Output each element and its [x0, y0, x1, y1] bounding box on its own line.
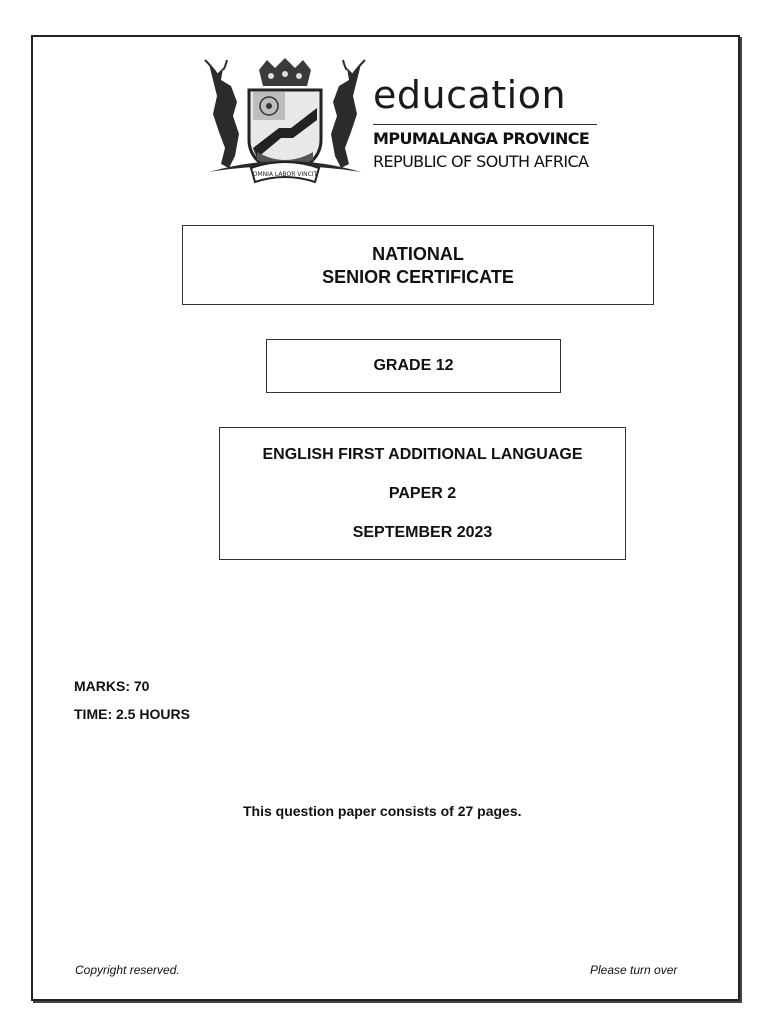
marks-info: MARKS: 70	[74, 678, 150, 694]
certificate-line-2: SENIOR CERTIFICATE	[322, 267, 514, 287]
logo-word: education	[373, 73, 567, 117]
subject-name: ENGLISH FIRST ADDITIONAL LANGUAGE	[262, 446, 583, 463]
footer-turn-over: Please turn over	[590, 963, 678, 977]
motto-text: OMNIA LABOR VINCIT	[252, 171, 318, 178]
logo-divider	[373, 124, 597, 125]
province-name: MPUMALANGA PROVINCE	[373, 129, 590, 148]
time-info: TIME: 2.5 HOURS	[74, 706, 190, 722]
certificate-box	[182, 225, 654, 305]
country-name: REPUBLIC OF SOUTH AFRICA	[373, 152, 589, 171]
grade-label: GRADE 12	[373, 357, 454, 374]
coat-of-arms-icon	[195, 56, 375, 191]
paper-number: PAPER 2	[388, 485, 457, 502]
header-logo	[195, 56, 605, 191]
certificate-line-1: NATIONAL	[372, 244, 464, 264]
footer-copyright: Copyright reserved.	[75, 963, 180, 977]
grade-box	[266, 339, 561, 393]
page-count-note: This question paper consists of 27 pages.	[243, 803, 522, 819]
subject-box	[219, 427, 626, 560]
exam-date: SEPTEMBER 2023	[352, 524, 493, 541]
